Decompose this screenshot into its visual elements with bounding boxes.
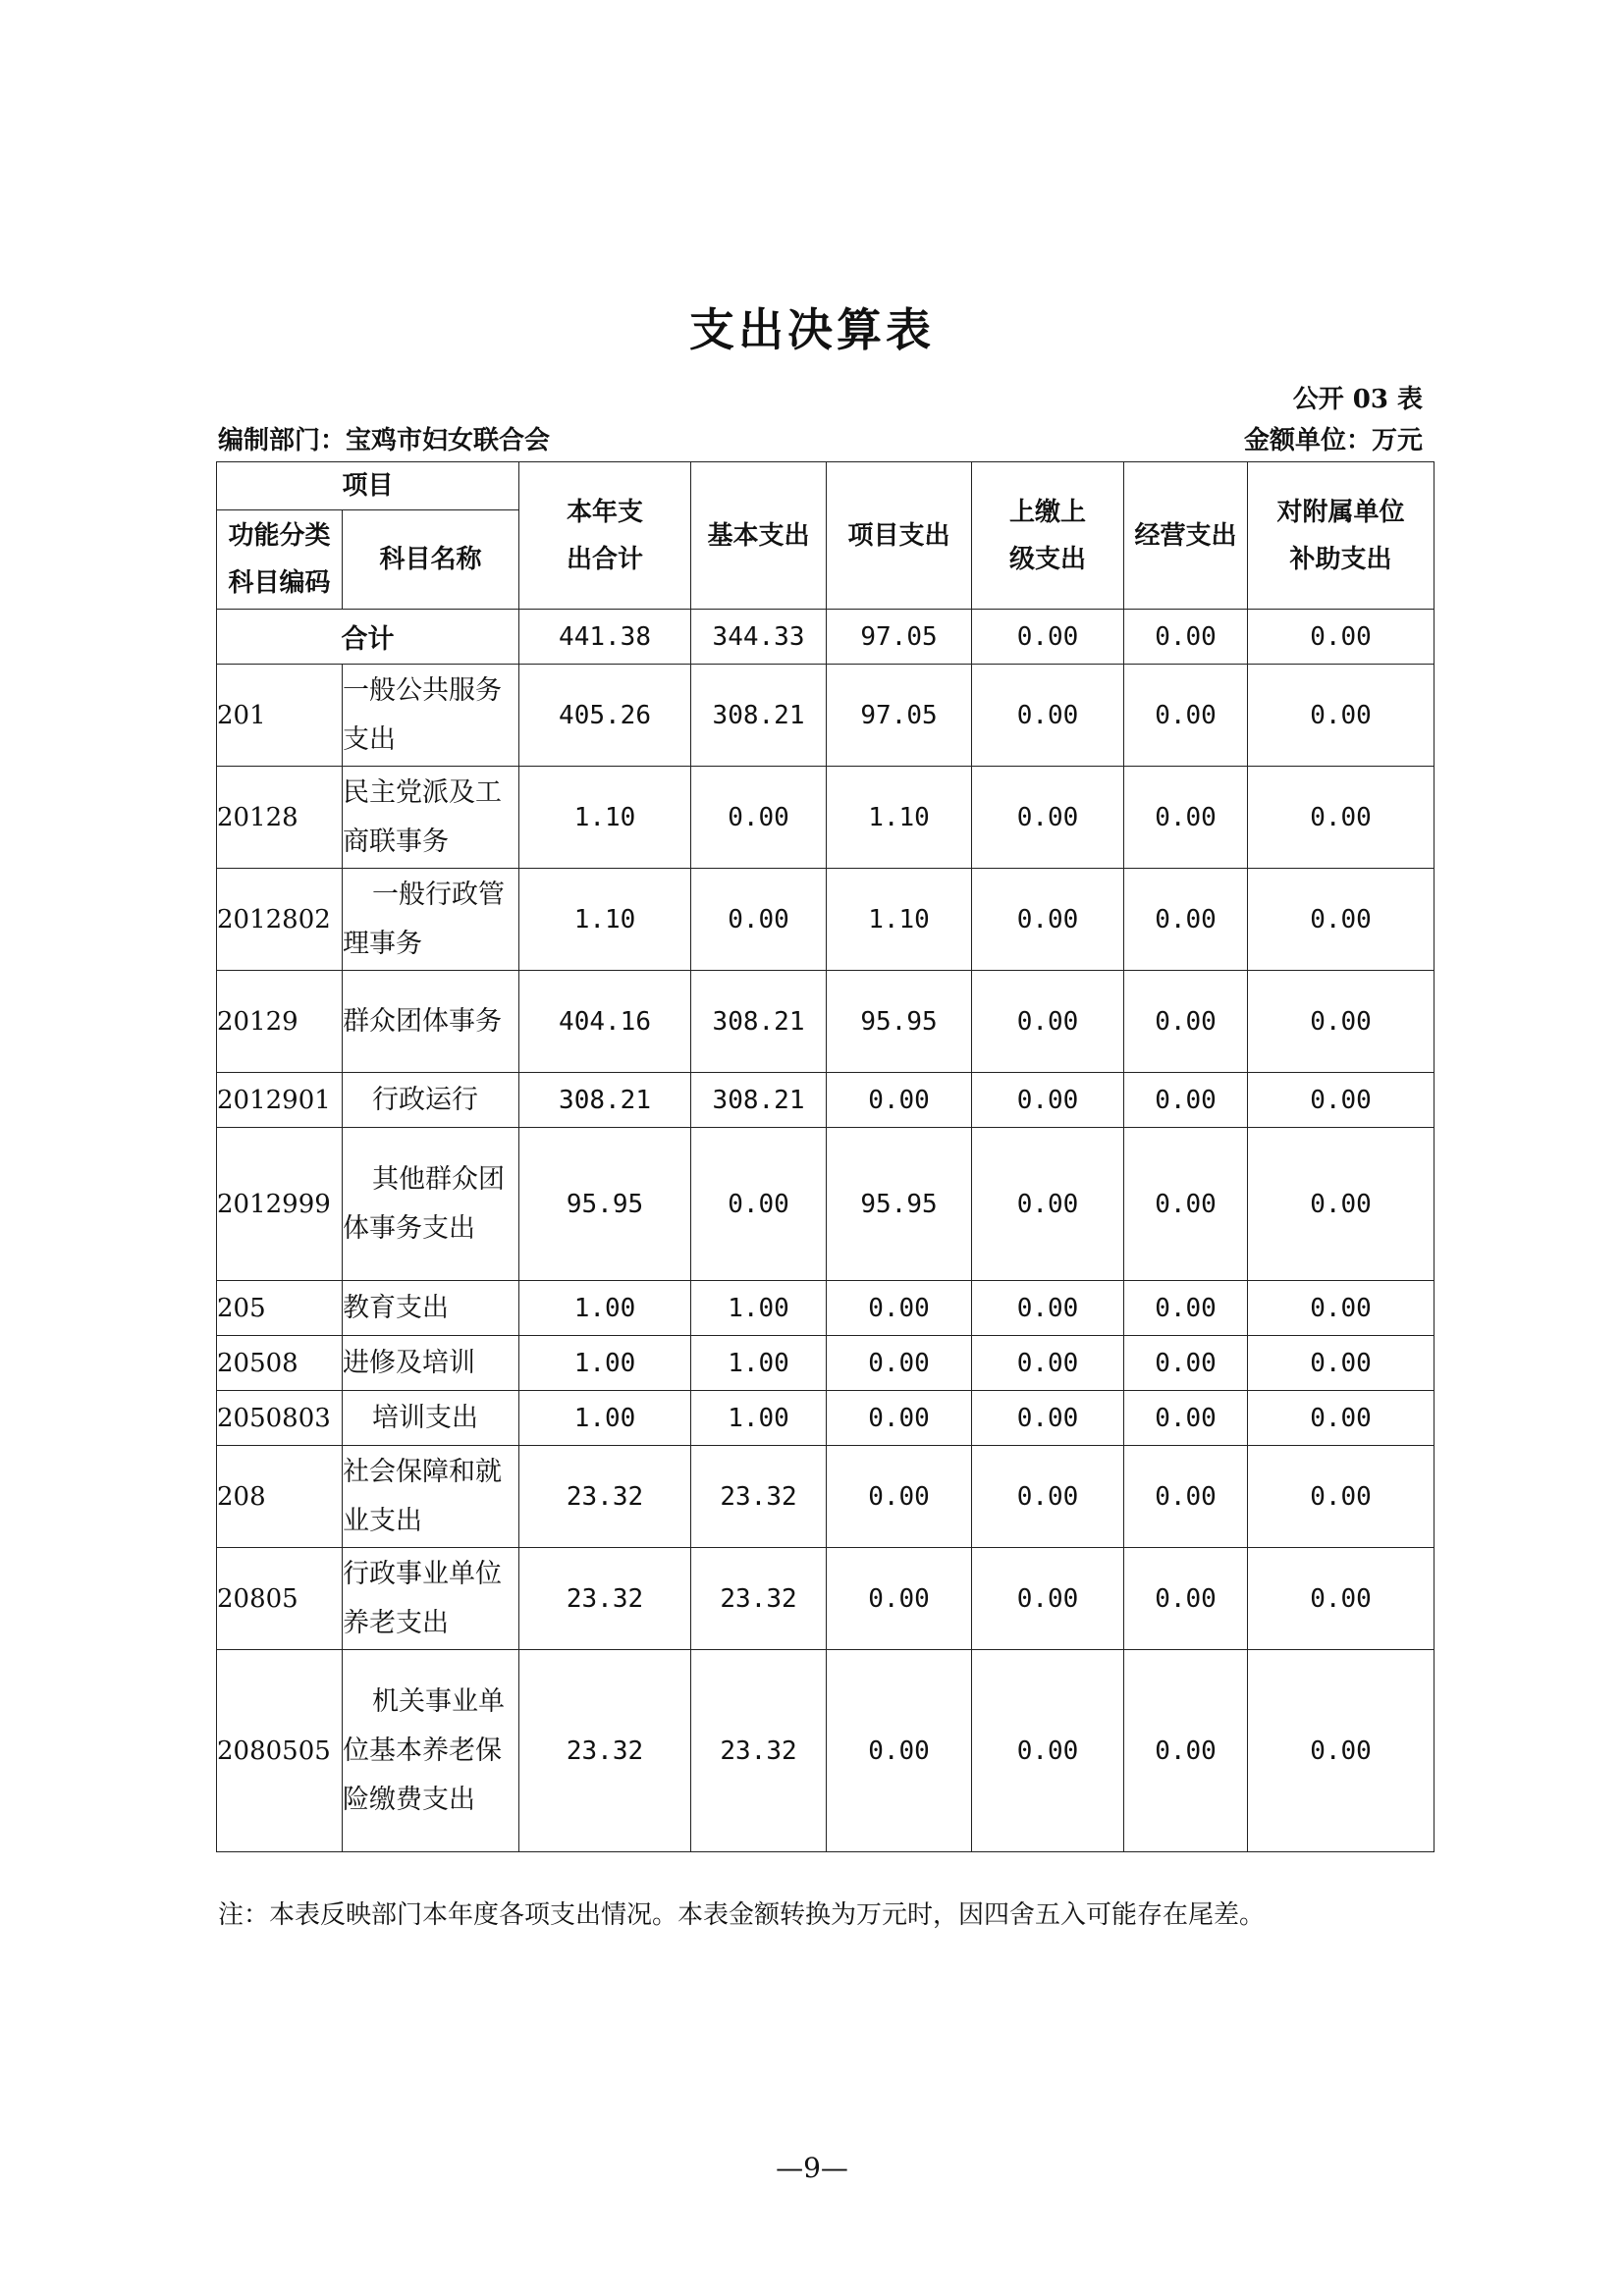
cell-name: 一般公共服务支出 (343, 665, 519, 767)
cell-operation: 0.00 (1124, 1281, 1248, 1336)
cell-remit: 0.00 (972, 1446, 1124, 1548)
cell-basic: 344.33 (691, 610, 827, 665)
cell-basic: 23.32 (691, 1446, 827, 1548)
cell-basic: 1.00 (691, 1281, 827, 1336)
cell-operation: 0.00 (1124, 1650, 1248, 1852)
cell-remit: 0.00 (972, 610, 1124, 665)
header-project: 项目支出 (827, 462, 972, 610)
cell-remit: 0.00 (972, 1073, 1124, 1128)
form-code: 公开 03 表 (1292, 385, 1423, 414)
cell-operation: 0.00 (1124, 767, 1248, 869)
cell-total: 405.26 (519, 665, 691, 767)
table-row (217, 1446, 1435, 1548)
cell-project: 97.05 (827, 610, 972, 665)
cell-project: 0.00 (827, 1073, 972, 1128)
cell-name: 行政事业单位养老支出 (343, 1548, 519, 1650)
cell-operation: 0.00 (1124, 1336, 1248, 1391)
department-label: 编制部门：宝鸡市妇女联合会 (218, 426, 551, 455)
cell-total: 23.32 (519, 1548, 691, 1650)
header-item: 项目 (217, 462, 519, 510)
cell-subsidy: 0.00 (1248, 1128, 1435, 1281)
cell-project: 0.00 (827, 1391, 972, 1446)
cell-subsidy: 0.00 (1248, 1073, 1435, 1128)
cell-subsidy: 0.00 (1248, 767, 1435, 869)
page-number: —9— (776, 2152, 848, 2184)
cell-project: 0.00 (827, 1446, 972, 1548)
cell-project: 1.10 (827, 869, 972, 971)
cell-subsidy: 0.00 (1248, 1281, 1435, 1336)
table-row (217, 869, 1435, 971)
cell-basic: 308.21 (691, 1073, 827, 1128)
cell-total: 441.38 (519, 610, 691, 665)
cell-name: 社会保障和就业支出 (343, 1446, 519, 1548)
cell-operation: 0.00 (1124, 1391, 1248, 1446)
cell-name: 民主党派及工商联事务 (343, 767, 519, 869)
cell-subsidy: 0.00 (1248, 1650, 1435, 1852)
cell-subsidy: 0.00 (1248, 1336, 1435, 1391)
cell-project: 95.95 (827, 971, 972, 1073)
cell-remit: 0.00 (972, 869, 1124, 971)
cell-name: 教育支出 (343, 1281, 519, 1336)
cell-project: 0.00 (827, 1281, 972, 1336)
cell-project: 0.00 (827, 1650, 972, 1852)
table-row (217, 971, 1435, 1073)
table-row (217, 1650, 1435, 1852)
cell-remit: 0.00 (972, 1128, 1124, 1281)
cell-subsidy: 0.00 (1248, 971, 1435, 1073)
cell-name: 群众团体事务 (343, 971, 519, 1073)
cell-operation: 0.00 (1124, 1446, 1248, 1548)
cell-operation: 0.00 (1124, 1128, 1248, 1281)
cell-code: 205 (217, 1281, 343, 1336)
cell-remit: 0.00 (972, 1650, 1124, 1852)
cell-total: 95.95 (519, 1128, 691, 1281)
cell-name: 其他群众团体事务支出 (343, 1128, 519, 1281)
cell-basic: 23.32 (691, 1548, 827, 1650)
header-func-code: 功能分类科目编码 (217, 510, 343, 610)
page-title: 支出决算表 (689, 303, 935, 356)
cell-basic: 0.00 (691, 869, 827, 971)
table-row (217, 1128, 1435, 1281)
header-operation: 经营支出 (1124, 462, 1248, 610)
cell-code: 20508 (217, 1336, 343, 1391)
cell-code: 2012802 (217, 869, 343, 971)
header-remit: 上缴上级支出 (972, 462, 1124, 610)
cell-basic: 1.00 (691, 1336, 827, 1391)
cell-code: 2080505 (217, 1650, 343, 1852)
cell-remit: 0.00 (972, 971, 1124, 1073)
cell-name: 培训支出 (343, 1391, 519, 1446)
cell-remit: 0.00 (972, 1281, 1124, 1336)
table-row (217, 1073, 1435, 1128)
table-row (217, 665, 1435, 767)
cell-operation: 0.00 (1124, 610, 1248, 665)
cell-operation: 0.00 (1124, 1073, 1248, 1128)
cell-operation: 0.00 (1124, 665, 1248, 767)
cell-name: 机关事业单位基本养老保险缴费支出 (343, 1650, 519, 1852)
cell-basic: 308.21 (691, 665, 827, 767)
cell-subsidy: 0.00 (1248, 1391, 1435, 1446)
header-subsidy: 对附属单位补助支出 (1248, 462, 1435, 610)
cell-project: 97.05 (827, 665, 972, 767)
cell-name: 行政运行 (343, 1073, 519, 1128)
cell-remit: 0.00 (972, 665, 1124, 767)
cell-operation: 0.00 (1124, 971, 1248, 1073)
cell-code: 20805 (217, 1548, 343, 1650)
cell-total: 1.00 (519, 1336, 691, 1391)
cell-name: 进修及培训 (343, 1336, 519, 1391)
table-row-total (217, 610, 1435, 665)
table-row (217, 1391, 1435, 1446)
cell-project: 0.00 (827, 1548, 972, 1650)
header-total: 本年支出合计 (519, 462, 691, 610)
cell-project: 1.10 (827, 767, 972, 869)
cell-subsidy: 0.00 (1248, 1446, 1435, 1548)
cell-total: 23.32 (519, 1446, 691, 1548)
cell-code: 2012901 (217, 1073, 343, 1128)
cell-basic: 23.32 (691, 1650, 827, 1852)
header-basic: 基本支出 (691, 462, 827, 610)
cell-remit: 0.00 (972, 1391, 1124, 1446)
cell-subsidy: 0.00 (1248, 665, 1435, 767)
cell-code: 2012999 (217, 1128, 343, 1281)
expenditure-table (216, 461, 1435, 1852)
cell-total: 1.00 (519, 1281, 691, 1336)
cell-basic: 0.00 (691, 1128, 827, 1281)
table-row (217, 1281, 1435, 1336)
cell-total: 308.21 (519, 1073, 691, 1128)
cell-total: 23.32 (519, 1650, 691, 1852)
cell-operation: 0.00 (1124, 869, 1248, 971)
footnote: 注：本表反映部门本年度各项支出情况。本表金额转换为万元时，因四舍五入可能存在尾差。 (218, 1900, 1266, 1930)
cell-code: 208 (217, 1446, 343, 1548)
cell-remit: 0.00 (972, 1548, 1124, 1650)
cell-name: 一般行政管理事务 (343, 869, 519, 971)
cell-code: 20129 (217, 971, 343, 1073)
cell-project: 95.95 (827, 1128, 972, 1281)
cell-total: 1.10 (519, 767, 691, 869)
cell-remit: 0.00 (972, 767, 1124, 869)
cell-basic: 0.00 (691, 767, 827, 869)
cell-basic: 308.21 (691, 971, 827, 1073)
cell-total: 404.16 (519, 971, 691, 1073)
cell-code: 2050803 (217, 1391, 343, 1446)
table-row (217, 1336, 1435, 1391)
cell-remit: 0.00 (972, 1336, 1124, 1391)
cell-code: 201 (217, 665, 343, 767)
cell-code: 20128 (217, 767, 343, 869)
table-row (217, 767, 1435, 869)
cell-total: 1.00 (519, 1391, 691, 1446)
cell-subsidy: 0.00 (1248, 610, 1435, 665)
cell-subsidy: 0.00 (1248, 869, 1435, 971)
cell-project: 0.00 (827, 1336, 972, 1391)
total-label: 合计 (217, 610, 519, 665)
cell-subsidy: 0.00 (1248, 1548, 1435, 1650)
cell-basic: 1.00 (691, 1391, 827, 1446)
header-subject-name: 科目名称 (343, 510, 519, 610)
cell-total: 1.10 (519, 869, 691, 971)
cell-operation: 0.00 (1124, 1548, 1248, 1650)
table-row (217, 1548, 1435, 1650)
amount-unit-label: 金额单位：万元 (1243, 426, 1423, 455)
